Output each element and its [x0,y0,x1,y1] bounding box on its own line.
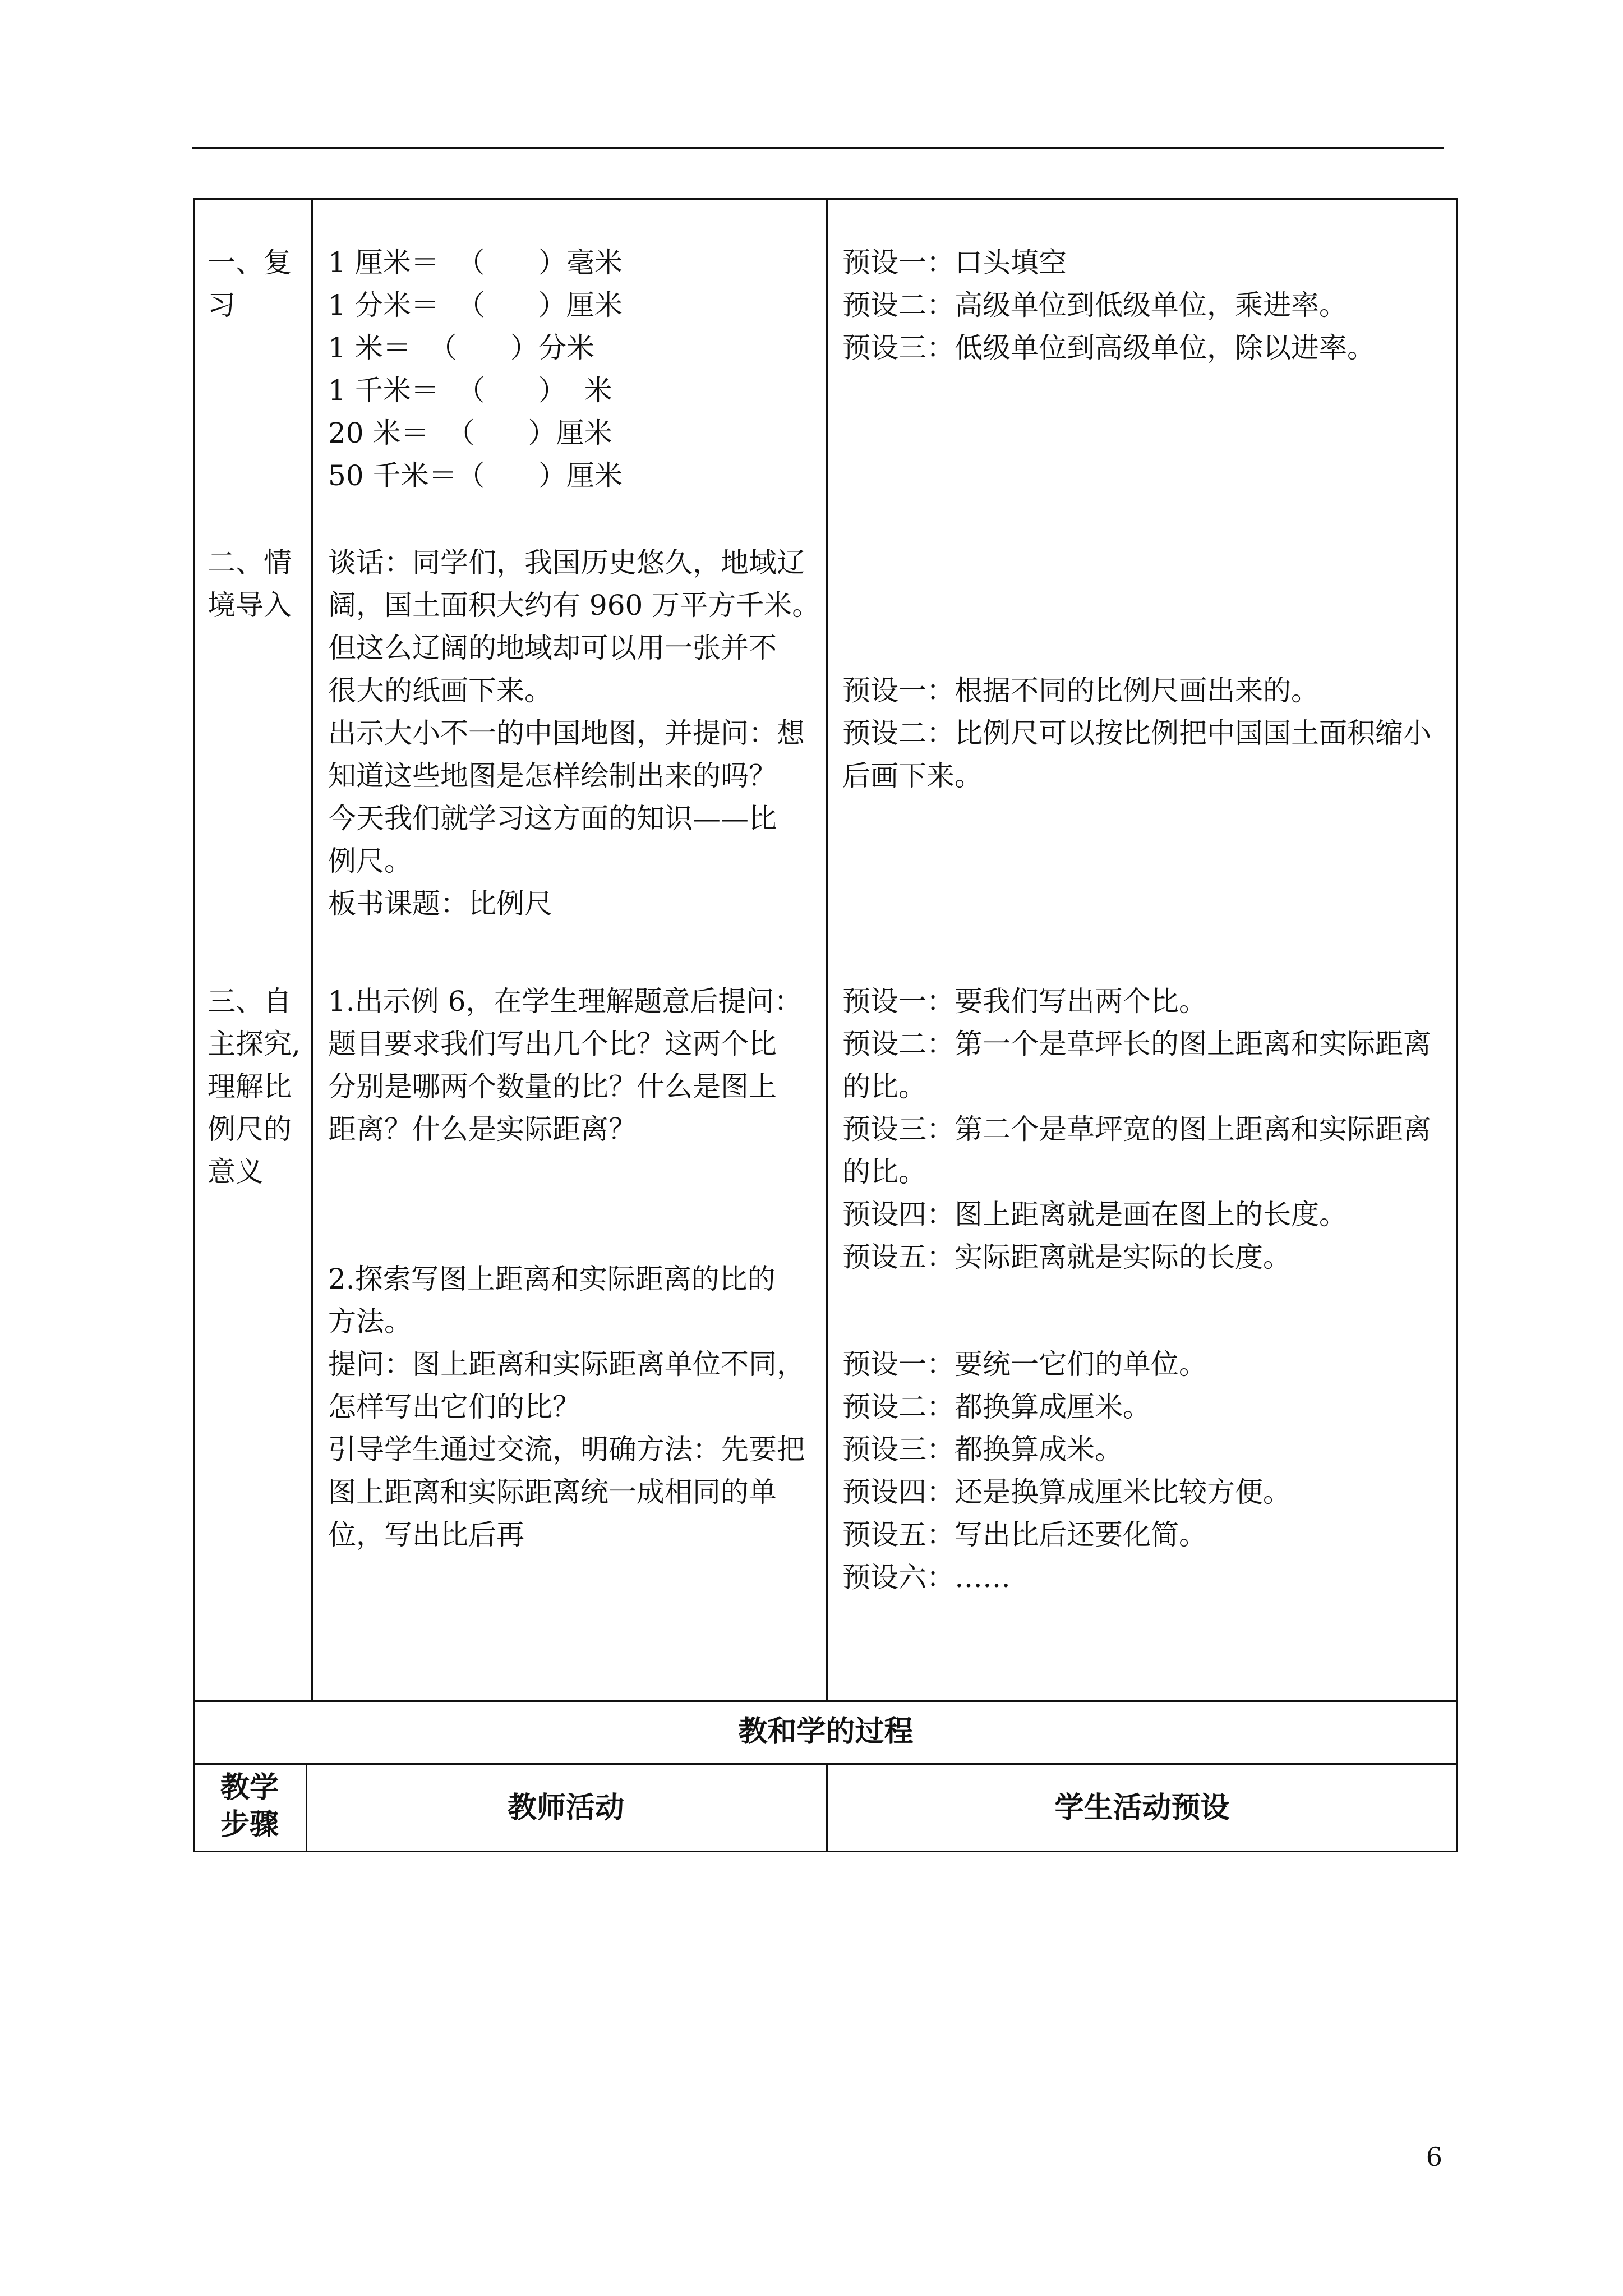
header-teacher-activity: 教师活动 [507,1791,624,1825]
intro-student-line: 预设一：根据不同的比例尺画出来的。 [842,674,1319,707]
intro-teacher-line: 例尺。 [328,845,412,877]
step-explore-line4: 例尺的 [208,1113,292,1145]
explore-teacher2-line: 方法。 [328,1305,412,1338]
explore-teacher-line: 题目要求我们写出几个比？这两个比 [328,1028,777,1060]
explore-teacher-line: 距离？什么是实际距离？ [328,1113,637,1145]
explore-student2-line: 预设三：都换算成米。 [842,1433,1123,1466]
table-left-border [193,198,195,1852]
explore-student-line: 预设三：第二个是草坪宽的图上距离和实际距离 [842,1113,1431,1145]
explore-student2-line: 预设一：要统一它们的单位。 [842,1348,1207,1381]
explore-teacher-line: 1.出示例 6，在学生理解题意后提问： [328,985,803,1018]
section-title-top [193,1700,1458,1702]
review-student-line: 预设三：低级单位到高级单位，除以进率。 [842,332,1375,364]
intro-teacher-line: 板书课题：比例尺 [328,887,552,920]
explore-teacher2-line: 2.探索写图上距离和实际距离的比的 [328,1263,776,1295]
review-student-line: 预设二：高级单位到低级单位，乘进率。 [842,289,1347,321]
explore-student-line: 预设二：第一个是草坪长的图上距离和实际距离 [842,1028,1431,1060]
lesson-table [193,198,1458,1852]
header-step-line2: 步骤 [220,1808,279,1842]
explore-student2-line: 预设二：都换算成厘米。 [842,1391,1151,1423]
intro-teacher-line: 很大的纸画下来。 [328,674,552,707]
review-item: 50 千米＝（ ）厘米 [328,459,623,492]
explore-student-line: 的比。 [842,1070,926,1103]
header-student-activity: 学生活动预设 [1054,1791,1230,1825]
step-explore-line2: 主探究, [208,1028,301,1060]
header-rule [192,147,1444,149]
explore-student-line: 预设一：要我们写出两个比。 [842,985,1207,1018]
intro-student-line: 后画下来。 [842,760,983,792]
step-explore-line1: 三、自 [208,985,292,1018]
review-item: 1 分米＝ （ ）厘米 [328,289,623,321]
review-student-line: 预设一：口头填空 [842,246,1067,279]
explore-student-line: 预设五：实际距离就是实际的长度。 [842,1241,1291,1273]
explore-student2-line: 预设四：还是换算成厘米比较方便。 [842,1476,1291,1508]
explore-teacher2-line: 位，写出比后再 [328,1519,524,1551]
intro-teacher-line: 阔，国土面积大约有 960 万平方千米。 [328,589,820,622]
step-explore-line3: 理解比 [208,1070,292,1103]
review-item: 1 千米＝ （ ） 米 [328,374,612,407]
intro-teacher-line: 但这么辽阔的地域却可以用一张并不 [328,632,777,664]
explore-teacher2-line: 怎样写出它们的比？ [328,1391,580,1423]
table-right-border [1456,198,1458,1852]
step-review-line2: 习 [208,289,236,321]
review-item: 1 米＝ （ ）分米 [328,332,594,364]
intro-teacher-line: 今天我们就学习这方面的知识——比 [328,802,777,835]
explore-teacher2-line: 提问：图上距离和实际距离单位不同， [328,1348,805,1381]
header-step-line1: 教学 [220,1771,279,1805]
step-intro-line2: 境导入 [208,589,292,622]
intro-teacher-line: 谈话：同学们，我国历史悠久，地域辽 [328,546,805,579]
explore-student2-line: 预设五：写出比后还要化简。 [842,1519,1207,1551]
explore-student-line: 预设四：图上距离就是画在图上的长度。 [842,1198,1347,1231]
step-review-line1: 一、复 [208,246,292,279]
section-title: 教和学的过程 [738,1715,914,1749]
explore-student2-line: 预设六：…… [842,1561,1011,1594]
intro-student-line: 预设二：比例尺可以按比例把中国国土面积缩小 [842,717,1431,749]
intro-teacher-line: 出示大小不一的中国地图，并提问：想 [328,717,805,749]
col-sep-1 [311,198,313,1700]
step-explore-line5: 意义 [208,1156,264,1188]
col-sep-2 [826,198,828,1700]
explore-student-line: 的比。 [842,1156,926,1188]
step-intro-line1: 二、情 [208,546,292,579]
intro-teacher-line: 知道这些地图是怎样绘制出来的吗？ [328,760,777,792]
explore-teacher2-line: 引导学生通过交流，明确方法：先要把 [328,1433,805,1466]
review-item: 20 米＝ （ ）厘米 [328,417,612,449]
review-item: 1 厘米＝ （ ）毫米 [328,246,623,279]
explore-teacher2-line: 图上距离和实际距离统一成相同的单 [328,1476,777,1508]
page-number: 6 [1426,2142,1442,2172]
explore-teacher-line: 分别是哪两个数量的比？什么是图上 [328,1070,777,1103]
